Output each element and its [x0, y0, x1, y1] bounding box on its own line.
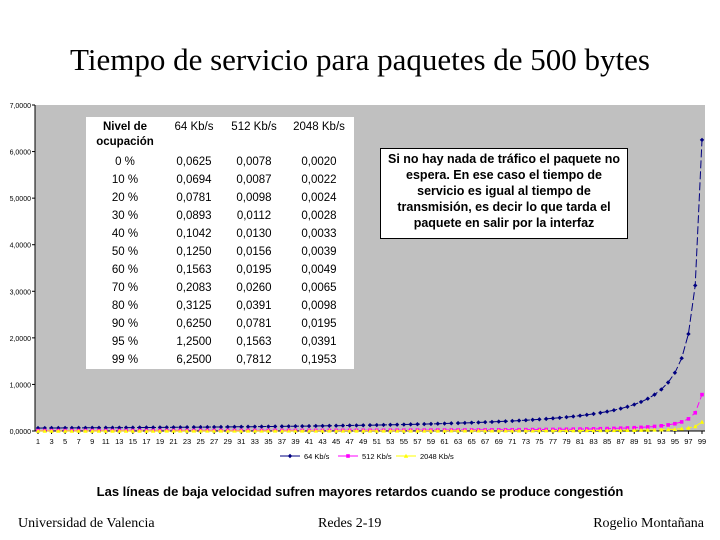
table-cell: 0,0130: [236, 228, 272, 240]
y-tick-label: 0,0000: [9, 429, 31, 436]
x-tick-label: 71: [508, 437, 517, 446]
x-tick-label: 51: [372, 437, 381, 446]
table-cell: 0,0024: [301, 192, 337, 204]
x-tick-label: 11: [101, 437, 110, 446]
x-tick-label: 61: [440, 437, 449, 446]
x-tick-label: 23: [182, 437, 192, 446]
x-tick-label: 37: [277, 437, 287, 446]
table-cell: 0,7812: [236, 354, 272, 366]
table-cell: 0,0893: [176, 210, 212, 222]
legend-label: 64 Kb/s: [304, 452, 330, 461]
x-tick-label: 95: [670, 437, 680, 446]
table-row: [86, 153, 354, 171]
legend-label: 2048 Kb/s: [420, 452, 454, 461]
table-cell: 0,0260: [236, 282, 272, 294]
table-cell: 0,0195: [301, 318, 337, 330]
footer-slide-number: Redes 2-19: [318, 516, 382, 531]
x-tick-label: 55: [399, 437, 409, 446]
table-cell: 0,1250: [176, 246, 212, 258]
footer-author: Rogelio Montañana: [593, 516, 704, 531]
x-tick-label: 63: [453, 437, 463, 446]
y-tick-label: 4,0000: [9, 242, 31, 250]
occupancy-table: [86, 117, 354, 369]
table-cell: 0 %: [115, 156, 135, 168]
data-point: [666, 423, 670, 427]
table-cell: 40 %: [111, 228, 139, 240]
footer-university: Universidad de Valencia: [18, 516, 155, 531]
table-cell: 0,0087: [236, 174, 272, 186]
legend-marker: [288, 454, 292, 458]
header-512kbs: 512 Kb/s: [231, 121, 277, 133]
table-cell: 0,1563: [176, 264, 212, 276]
table-cell: 0,2083: [176, 282, 212, 294]
x-tick-label: 57: [413, 437, 422, 446]
table-cell: 0,0156: [236, 246, 272, 258]
x-tick-label: 69: [494, 437, 503, 446]
slide-title: Tiempo de servicio para paquetes de 500 bytes: [70, 42, 650, 77]
table-cell: 50 %: [111, 246, 139, 258]
table-cell: 30 %: [111, 210, 139, 222]
x-tick-label: 17: [142, 437, 151, 446]
x-tick-label: 31: [237, 437, 246, 446]
x-tick-label: 53: [386, 437, 395, 446]
table-cell: 0,0065: [301, 282, 337, 294]
table-cell: 0,0033: [301, 228, 337, 240]
table-row: [86, 207, 354, 225]
table-row: [86, 279, 354, 297]
table-cell: 0,0028: [301, 210, 337, 222]
x-tick-label: 41: [304, 437, 314, 446]
table-cell: 0,0049: [301, 264, 337, 276]
table-cell: 0,0694: [176, 174, 212, 186]
table-cell: 0,0039: [301, 246, 337, 258]
x-tick-label: 13: [115, 437, 124, 446]
y-tick-label: 7,0000: [9, 103, 31, 110]
table-row: [86, 243, 354, 261]
x-tick-label: 39: [291, 437, 300, 446]
x-tick-label: 77: [548, 437, 558, 446]
x-tick-label: 33: [250, 437, 259, 446]
x-tick-label: 87: [616, 437, 625, 446]
table-cell: 95 %: [111, 336, 139, 348]
x-tick-label: 45: [331, 437, 341, 446]
table-cell: 80 %: [111, 300, 139, 312]
table-cell: 70 %: [111, 282, 139, 294]
table-cell: 0,0391: [236, 300, 272, 312]
table-cell: 0,0098: [301, 300, 337, 312]
table-cell: 0,0112: [236, 210, 272, 222]
x-tick-label: 65: [467, 437, 476, 446]
table-cell: 0,1042: [176, 228, 212, 240]
x-tick-label: 7: [76, 437, 81, 446]
table-cell: 0,3125: [176, 300, 212, 312]
x-tick-label: 85: [602, 437, 612, 446]
y-tick-label: 1,0000: [9, 382, 31, 390]
table-cell: 0,0078: [236, 156, 272, 168]
table-row: [86, 171, 354, 189]
x-tick-label: 93: [657, 437, 666, 446]
y-tick-label: 5,0000: [9, 196, 31, 204]
table-cell: 99 %: [111, 354, 139, 366]
legend-marker: [346, 454, 350, 458]
y-tick-label: 3,0000: [9, 289, 31, 297]
x-tick-label: 47: [345, 437, 354, 446]
y-axis: [10, 103, 35, 436]
table-cell: 0,0625: [176, 156, 212, 168]
table-cell: 0,1563: [236, 336, 272, 348]
header-occupancy: Nivel de ocupación: [96, 121, 154, 148]
x-tick-label: 35: [264, 437, 273, 446]
x-tick-label: 89: [630, 437, 639, 446]
table-cell: 90 %: [111, 318, 139, 330]
data-point: [700, 393, 704, 397]
x-tick-label: 81: [575, 437, 585, 446]
table-row: [86, 315, 354, 333]
table-row: [86, 225, 354, 243]
table-row: [86, 189, 354, 207]
table-row: [86, 351, 354, 369]
x-tick-label: 21: [169, 437, 178, 446]
x-axis: [35, 431, 706, 446]
callout-note: Si no hay nada de tráfico el paquete no espera. En ese caso el tiempo de servicio es igual al tiempo de transmisión, es decir lo que tarda el paquete en salir por la interfaz: [380, 148, 628, 239]
x-tick-label: 91: [643, 437, 652, 446]
data-point: [673, 422, 677, 426]
table-cell: 0,1953: [301, 354, 337, 366]
x-tick-label: 5: [63, 437, 68, 446]
table-cell: 0,0195: [236, 264, 272, 276]
table-cell: 0,0020: [301, 156, 337, 168]
table-row: [86, 297, 354, 315]
table-header-row: [86, 117, 354, 153]
data-point: [687, 417, 691, 421]
table-cell: 0,0391: [301, 336, 337, 348]
x-tick-label: 19: [155, 437, 165, 446]
data-point: [660, 424, 664, 428]
x-tick-label: 49: [359, 437, 368, 446]
x-tick-label: 83: [589, 437, 598, 446]
x-tick-label: 99: [697, 437, 707, 446]
y-tick-label: 2,0000: [9, 335, 31, 343]
table-cell: 60 %: [111, 264, 139, 276]
x-tick-label: 75: [535, 437, 544, 446]
x-tick-label: 25: [196, 437, 205, 446]
table-row: [86, 261, 354, 279]
table-cell: 10 %: [111, 174, 139, 186]
x-tick-label: 59: [426, 437, 436, 446]
table-cell: 6,2500: [176, 354, 212, 366]
x-tick-label: 43: [318, 437, 327, 446]
y-tick-label: 6,0000: [9, 149, 31, 157]
table-cell: 0,0781: [176, 192, 212, 204]
table-cell: 20 %: [111, 192, 139, 204]
x-tick-label: 3: [49, 437, 54, 446]
table-cell: 0,6250: [176, 318, 212, 330]
table-cell: 0,0098: [236, 192, 272, 204]
slide-caption: Las líneas de baja velocidad sufren mayores retardos cuando se produce congestión: [96, 484, 624, 499]
x-tick-label: 27: [209, 437, 219, 446]
x-tick-label: 79: [562, 437, 571, 446]
x-tick-label: 67: [481, 437, 490, 446]
header-2048kbs: 2048 Kb/s: [293, 121, 345, 133]
table-cell: 1,2500: [176, 336, 212, 348]
x-tick-label: 15: [128, 437, 138, 446]
x-tick-label: 1: [35, 437, 41, 446]
chart-legend: [280, 452, 454, 461]
data-point: [693, 411, 697, 415]
x-tick-label: 9: [90, 437, 95, 446]
x-tick-label: 29: [223, 437, 232, 446]
table-cell: 0,0022: [301, 174, 337, 186]
x-tick-label: 73: [521, 437, 531, 446]
x-tick-label: 97: [684, 437, 693, 446]
table-row: [86, 333, 354, 351]
header-64kbs: 64 Kb/s: [174, 121, 214, 133]
table-cell: 0,0781: [236, 318, 272, 330]
data-point: [680, 420, 684, 424]
legend-label: 512 Kb/s: [362, 452, 392, 461]
